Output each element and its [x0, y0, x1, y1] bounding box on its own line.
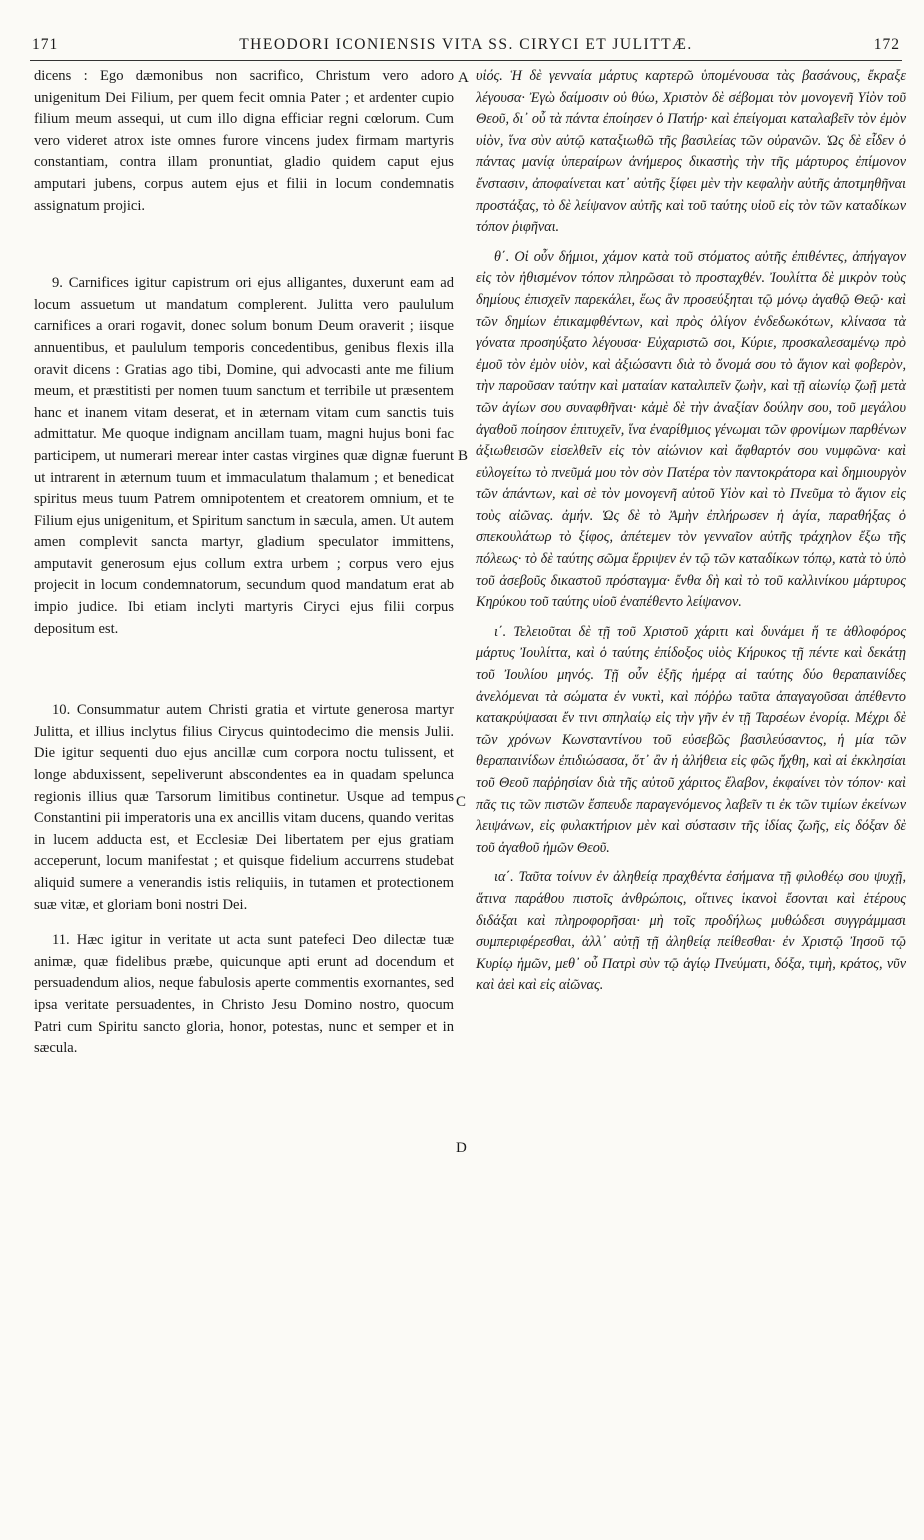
- greek-column: [476, 66, 906, 997]
- latin-paragraph: 10. Consummatur autem Christi gratia et virtute generosa martyr Julitta, et illius inclytus filius Cirycus quintodecimo die mensis Julii. Die igitur sequenti duo ejus ancillæ cum corpora noctu tulissent, et longe abduxissent, sepeliverunt abscondentes ea in quadam spelunca regionis illius quæ Tarsorum limitibus continetur. Usque ad tempus Constantini pii imperatoris una ex ancillis vitam ducens, quando veritas in lucem adducta est, et Ecclesiæ Dei libertatem per ejus gratiam acceperunt, locum manifestat ; et quisque fidelium accurrens studebat aliquid sumere a venerandis istis reliquiis, in tutamen et protectionem suæ vitæ, et gloriam boni nostri Dei.: [34, 702, 454, 913]
- latin-column: [34, 66, 454, 1060]
- latin-paragraph: 9. Carnifices igitur capistrum ori ejus alligantes, duxerunt eam ad locum assuetum ut mandatum complerent. Julitta vero paululum carnifices a orari rogavit, donec solum bonum Deum oraverit ; iisque annuentibus, et paululum temporis concedentibus, genibus flexis illa oravit dicens : Gratias ago tibi, Domine, qui advocasti ante me filium meum, et præstitisti per nomen tuum sanctum et terribile ut præsentem hanc et inanem vitam deserat, et in æternam vitam cum sanctis tuis admittatur. Me quoque indignam ancillam tuam, magni hujus boni fac participem, ut numerari merear inter castas virgines quæ dignæ fuerunt ut intrarent in æternum tuum et immaculatum thalamum ; et benedicat spiritus meus tuum Patrem omnipotentem et creatorem omnium, et te Filium ejus unigenitum, et Spiritum sanctum in sæcula, amen. Ut autem amen complevit sancta martyr, gladium speculator immittens, amputavit generosum ejus collum extra urbem ; corpus vero ejus projecit in locum condemnatorum, secundum quod mandatum erat ab impio judice. Ibi etiam inclyti martyris Ciryci ejus filii corpus depositum est.: [34, 275, 454, 637]
- running-header: [30, 30, 902, 61]
- greek-paragraph: ι΄. Τελειοῦται δὲ τῇ τοῦ Χριστοῦ χάριτι καὶ δυνάμει ἥ τε ἀθλοφόρος μάρτυς Ἰουλίττα, καὶ ὁ ταύτης ἐπίδοξος υἱὸς Κήρυκος τῇ πέντε καὶ δεκάτῃ τοῦ Ἰουλίου μηνός. Τῇ οὖν ἑξῆς ἡμέρᾳ αἱ ταύτης δύο θεραπαινίδες ἀνελόμεναι τὰ σώματα ἐν νυκτὶ, καὶ πόῤῥω ταῦτα ἀπαγαγοῦσαι ἀπέθεντο κατακρύψασαι ἔν τινι σπηλαίῳ εἰς τὴν γῆν ἐν τῇ Ταρσέων ἐνορίᾳ. Μέχρι δὲ τῶν χρόνων Κωνσταντίνου τοῦ εὐσεβῶς βασιλεύσαντος, ἡ μία τῶν θεραπαινίδων ἐπιδιώσασα, ὅτ᾿ ἂν ἡ ἀλήθεια εἰς φῶς ἤχθη, καὶ αἱ ἐκκλησίαι τοῦ Θεοῦ παῤῥησίαν διὰ τῆς αὐτοῦ χάριτος ἔλαβον, ἐκφαίνει τὸν τόπον· καὶ πᾶς τις τῶν πιστῶν ἔσπευδε παραγενόμενος λαβεῖν τι ἐκ τῶν τιμίων ἐκείνων λειψάνων, εἰς φυλακτήριον μὲν καὶ σύστασιν τῆς ἰδίας ζωῆς, εἰς δόξαν δὲ τοῦ ἀγαθοῦ ἡμῶν Θεοῦ.: [476, 623, 906, 856]
- latin-paragraph: dicens : Ego dæmonibus non sacrifico, Christum vero adoro unigenitum Dei Filium, per quem fecit omnia Pater ; et ardenter cupio filium meum assequi, ut cum illo digna efficiar regni cœlorum. Cum vero videret atrox iste omnes furore vincens judex firmam martyris constantiam, contra illam pronuntiat, gladio quidem caput ejus amputari jubens, corpus autem ejus et filii in locum condemnatis assignatum projici.: [34, 68, 454, 214]
- greek-paragraph: ια΄. Ταῦτα τοίνυν ἐν ἀληθείᾳ πραχθέντα ἐσήμανα τῇ φιλοθέῳ σου ψυχῇ, ἅτινα παράθου πιστοῖς ἀνθρώποις, οἵτινες ἱκανοὶ ἔσονται καὶ ἑτέρους διδάξαι καὶ πληροφορῆσαι· μὴ τοῖς προδήλως μυθώδεσι συγγράμμασι συμπεριφέρεσθαι, ἀλλ᾿ αὐτῇ τῇ ἀληθείᾳ πείθεσθαι· ἐν Χριστῷ Ἰησοῦ τῷ Κυρίῳ ἡμῶν, μεθ᾿ οὗ Πατρὶ σὺν τῷ ἁγίῳ Πνεύματι, δόξα, τιμὴ, κράτος, νῦν καὶ ἀεὶ καὶ εἰς αἰῶνας.: [476, 869, 906, 994]
- running-title: THEODORI ICONIENSIS VITA SS. CIRYCI ET JULITTÆ.: [239, 36, 693, 53]
- margin-letter-c: C: [456, 794, 467, 810]
- margin-letter-d: D: [456, 1140, 467, 1156]
- margin-letter-b: B: [458, 448, 469, 464]
- margin-letter-a: A: [458, 70, 469, 86]
- greek-paragraph: θ΄. Οἱ οὖν δήμιοι, χάμον κατὰ τοῦ στόματος αὐτῆς ἐπιθέντες, ἀπήγαγον εἰς τὸν ἠθισμένον τόπον πληρῶσαι τὸ προσταχθέν. Ἰουλίττα δὲ μικρὸν τοὺς δημίους ἐπισχεῖν παρεκάλει, ἕως ἂν προσεύξηται τῷ μόνῳ ἀγαθῷ Θεῷ· καὶ τῶν δημίων ἐπικαμφθέντων, καὶ πρὸς ὀλίγον ἐνδεδωκότων, κλίνασα τὰ γόνατα προσηύξατο λέγουσα· Εὐχαριστῶ σοι, Κύριε, προσκαλεσαμένῳ πρὸ ἐμοῦ τὸν ἐμὸν υἱὸν, καὶ ἀξιώσαντι διὰ τὸ ὄνομά σου τὸ ἅγιον καὶ φοβερὸν, τὴν παροῦσαν ταύτην καὶ ματαίαν καταλιπεῖν ζωὴν, καὶ τῇ αἰωνίῳ ζωῇ μετὰ τῶν ἁγίων σου συναφθῆναι· κἀμὲ δὲ τὴν ἀναξίαν δούλην σου, τοῦ μεγάλου ἀγαθοῦ ποίησον ἐπιτυχεῖν, ἵνα ἐναρίθμιος γένωμαι τῶν φρονίμων παρθένων ἀξιωθεισῶν εἰσελθεῖν εἰς τὸν αἰώνιον καὶ ἄφθαρτόν σου νυμφῶνα· καὶ εὐλογείτω τὸ πνεῦμά μου τὸν σὸν Πατέρα τὸν παντοκράτορα καὶ δημιουργὸν τῶν ἁπάντων, καὶ σὲ τὸν μονογενῆ αὐτοῦ Υἱὸν καὶ τὸ Πνεῦμα τὸ ἅγιον εἰς τοὺς αἰῶνας. ἀμήν. Ὡς δὲ τὸ Ἀμὴν ἐπλήρωσεν ἡ ἁγία, παραθήξας ὁ σπεκουλάτωρ τὸ ξίφος, ἀπέτεμεν τὸν γενναῖον αὐτῆς τράχηλον ἔξω τῆς πόλεως· τὸ δὲ ταύτης σῶμα ἔρριψεν ἐν τῷ τῶν καταδίκων τόπῳ, κατὰ τὸ ὑπὸ τοῦ ἀσεβοῦς δικαστοῦ πρόσταγμα· ἔνθα δὴ καὶ τὸ τοῦ καλλινίκου μάρτυρος Κηρύκου τοῦ ταύτης υἱοῦ ἐναπέθεντο λείψανον.: [476, 248, 906, 611]
- latin-paragraph: 11. Hæc igitur in veritate ut acta sunt patefeci Deo dilectæ tuæ animæ, quæ fidelibus præbe, quicunque apti erunt ad docendum et persuadendum alios, neque fabulosis aperte commentis exornantes, sed ipsa veritate persuadentes, in Christo Jesu Domino nostro, quocum Patri cum Spiritu sancto gloria, honor, potestas, nunc et semper et in sæcula.: [34, 932, 454, 1057]
- greek-paragraph: υἱός. Ἡ δὲ γενναία μάρτυς καρτερῶ ὑπομένουσα τὰς βασάνους, ἔκραξε λέγουσα· Ἐγὼ δαίμοσιν οὐ θύω, Χριστὸν δὲ σέβομαι τὸν μονογενῆ Υἱὸν τοῦ Θεοῦ, δι᾿ οὗ τὰ πάντα ἐποίησεν ὁ Πατήρ· καὶ ἐπείγομαι καταλαβεῖν τὸν ἐμὸν υἱὸν, ἵνα σὺν αὐτῷ καταξιωθῶ τῆς βασιλείας τῶν οὐρανῶν. Ὡς δὲ εἶδεν ὁ πάντας μανίᾳ ὑπεραίρων ἀνήμερος δικαστὴς τὴν τῆς μάρτυρος ἐπίμονον ἔνστασιν, ἀποφαίνεται κατ᾿ αὐτῆς ξίφει μὲν τὴν κεφαλὴν αὐτῆς ἀποτμηθῆναι προστάξας, τὸ δὲ λείψανον αὐτῆς καὶ τοῦ ταύτης υἱοῦ εἰς τὸν τῶν καταδίκων τόπον ῥιφῆναι.: [476, 68, 906, 236]
- page-number-left: 171: [32, 36, 59, 53]
- page-number-right: 172: [873, 36, 900, 53]
